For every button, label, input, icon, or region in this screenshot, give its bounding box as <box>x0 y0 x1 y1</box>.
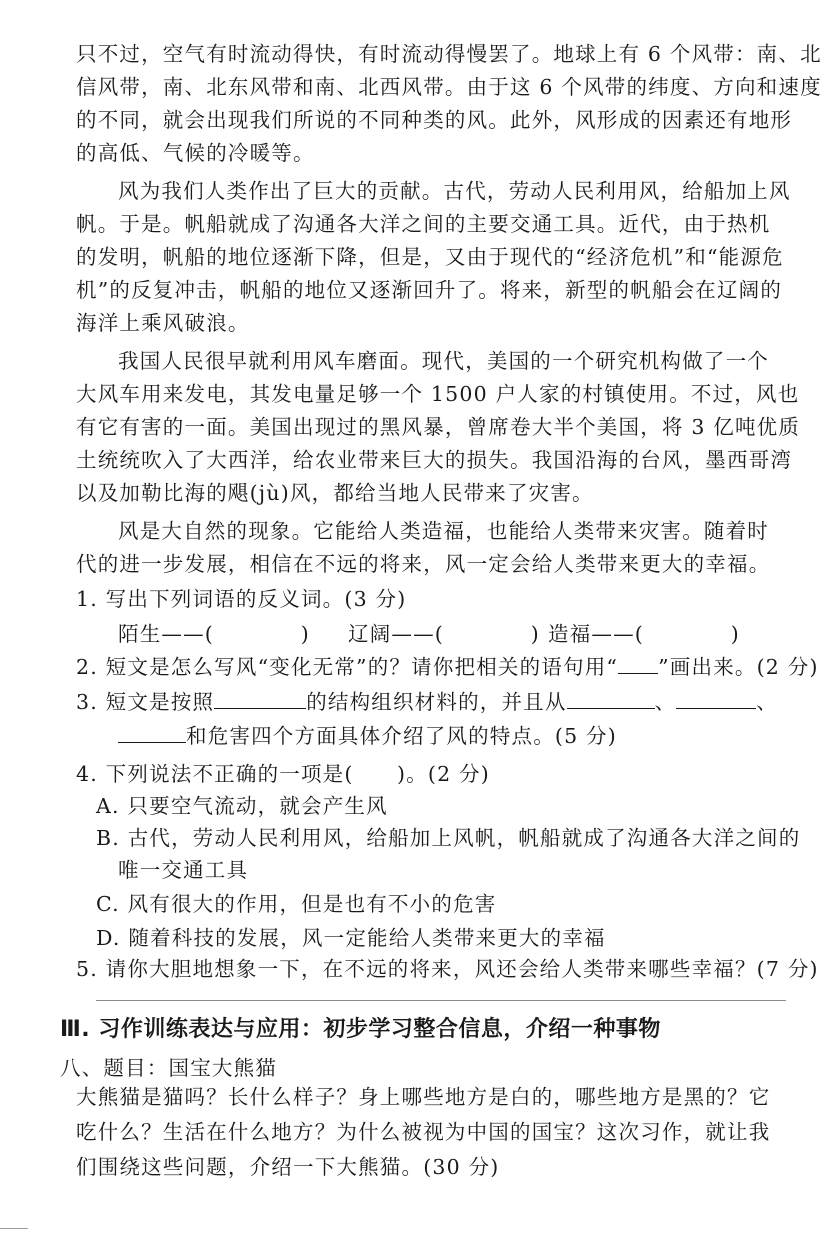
passage-line: 有它有害的一面。美国出现过的黑风暴，曾席卷大半个美国，将 3 亿吨优质 <box>76 415 801 439</box>
answer-blank-aspect-3[interactable] <box>118 722 186 743</box>
passage-line: 的发明，帆船的地位逐渐下降，但是，又由于现代的“经济危机”和“能源危 <box>76 245 784 269</box>
underline-sample <box>618 653 658 674</box>
question-1: 1. 写出下列词语的反义词。(3 分) <box>76 587 407 611</box>
question-3-text: 的结构组织材料的，并且从 <box>306 690 567 714</box>
option-d[interactable]: D. 随着科技的发展，风一定能给人类带来更大的幸福 <box>96 926 606 950</box>
passage-line: 的不同，就会出现我们所说的不同种类的风。此外，风形成的因素还有地形 <box>76 108 793 132</box>
option-b[interactable]: B. 古代，劳动人民利用风，给船加上风帆，帆船就成了沟通各大洋之间的 <box>96 826 801 850</box>
answer-blank-structure[interactable] <box>214 688 306 709</box>
passage-line: 土统统吹入了大西洋，给农业带来巨大的损失。我国沿海的台风，墨西哥湾 <box>76 448 793 472</box>
section-divider <box>96 1000 786 1001</box>
passage-line: 我国人民很早就利用风车磨面。现代，美国的一个研究机构做了一个 <box>118 349 769 373</box>
answer-blank-aspect-1[interactable] <box>567 688 655 709</box>
question-2-text-end: ”画出来。(2 分) <box>658 655 819 679</box>
page-edge-mark <box>0 1228 28 1229</box>
question-3-text: 和危害四个方面具体介绍了风的特点。(5 分) <box>186 724 617 748</box>
passage-line: 代的进一步发展，相信在不远的将来，风一定会给人类带来更大的幸福。 <box>76 552 771 576</box>
passage-line: 机”的反复冲击，帆船的地位又逐渐回升了。将来，新型的帆船会在辽阔的 <box>76 278 783 302</box>
passage-line: 的高低、气候的冷暖等。 <box>76 141 315 165</box>
passage-line: 风是大自然的现象。它能给人类造福，也能给人类带来灾害。随着时 <box>118 519 769 543</box>
answer-blank-aspect-2[interactable] <box>676 688 756 709</box>
question-2 <box>76 653 819 681</box>
separator: 、 <box>654 690 677 714</box>
question-5: 5. 请你大胆地想象一下，在不远的将来，风还会给人类带来哪些幸福？(7 分) <box>76 957 819 981</box>
separator: 、 <box>756 690 778 714</box>
passage-line: 信风带，南、北东风带和南、北西风带。由于这 6 个风带的纬度、方向和速度 <box>76 75 822 99</box>
passage-line: 帆。于是。帆船就成了沟通各大洋之间的主要交通工具。近代，由于热机 <box>76 212 771 236</box>
essay-prompt-line: 吃什么？生活在什么地方？为什么被视为中国的国宝？这次习作，就让我 <box>76 1120 771 1144</box>
passage-line: 海洋上乘风破浪。 <box>76 311 250 335</box>
antonym-item-2[interactable]: 辽阔——( ) <box>348 622 540 646</box>
option-a[interactable]: A. 只要空气流动，就会产生风 <box>96 794 388 818</box>
question-3 <box>76 688 786 716</box>
essay-prompt-line: 大熊猫是猫吗？长什么样子？身上哪些地方是白的，哪些地方是黑的？它 <box>76 1085 771 1109</box>
question-2-text: 2. 短文是怎么写风“变化无常”的？请你把相关的语句用“ <box>76 655 619 679</box>
antonym-item-1[interactable]: 陌生——( ) <box>118 622 310 646</box>
option-c[interactable]: C. 风有很大的作用，但是也有不小的危害 <box>96 892 497 916</box>
section-title: Ⅲ. 习作训练表达与应用：初步学习整合信息，介绍一种事物 <box>60 1017 661 1042</box>
passage-line: 以及加勒比海的飓(jù)风，都给当地人民带来了灾害。 <box>76 481 594 505</box>
question-3-cont <box>118 722 828 750</box>
passage-line: 只不过，空气有时流动得快，有时流动得慢罢了。地球上有 6 个风带：南、北 <box>76 42 822 66</box>
essay-prompt-line: 们围绕这些问题，介绍一下大熊猫。(30 分) <box>76 1155 500 1179</box>
option-b-cont: 唯一交通工具 <box>118 858 249 882</box>
passage-line: 风为我们人类作出了巨大的贡献。古代，劳动人民利用风，给船加上风 <box>118 179 791 203</box>
question-3-text: 3. 短文是按照 <box>76 690 215 714</box>
antonym-item-3[interactable]: 造福——( ) <box>548 622 740 646</box>
passage-line: 大风车用来发电，其发电量足够一个 1500 户人家的村镇使用。不过，风也 <box>76 382 800 406</box>
essay-prompt-title: 八、题目：国宝大熊猫 <box>60 1056 277 1080</box>
question-4: 4. 下列说法不正确的一项是( )。(2 分) <box>76 762 490 786</box>
